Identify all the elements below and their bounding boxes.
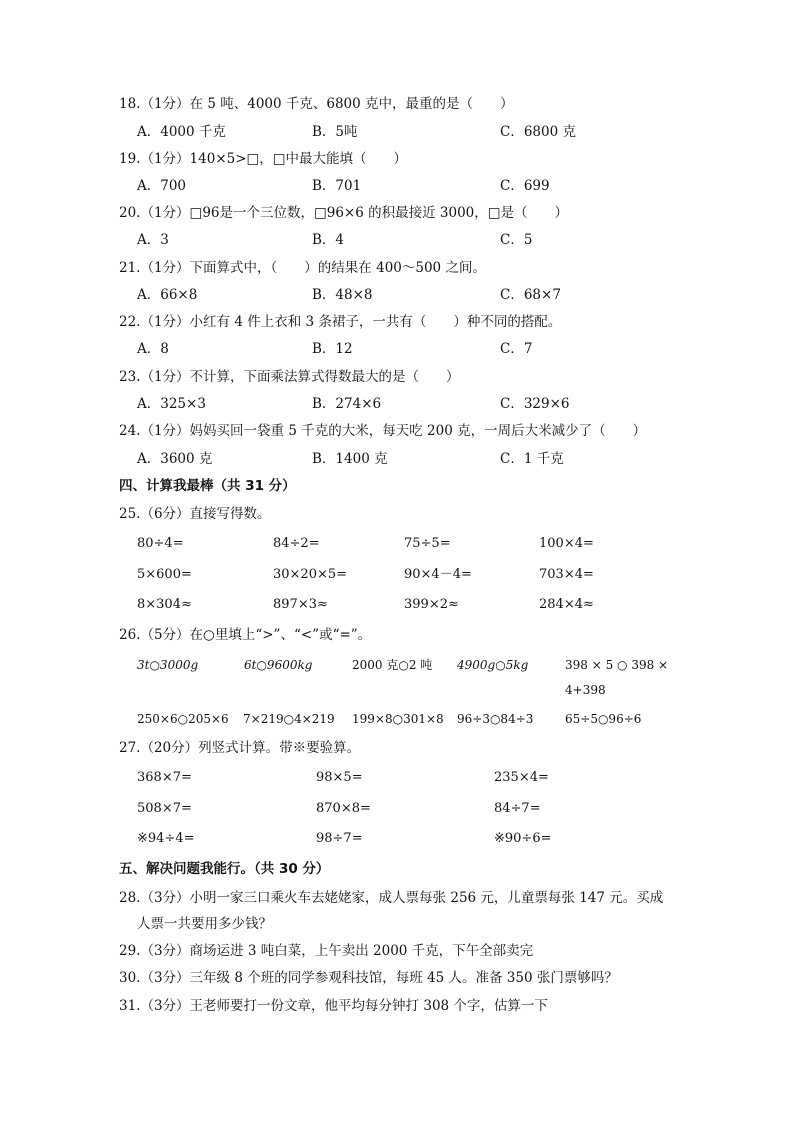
question-21: 21.（1分）下面算式中，（ ）的结果在 400～500 之间。 (119, 260, 486, 276)
option-c: C．1 千克 (500, 451, 564, 467)
compare-item: 6t○9600kg (244, 658, 313, 672)
option-a: A．3600 克 (137, 451, 213, 467)
compare-item: 398 × 5 ○ 398 × (565, 658, 669, 672)
option-c: C．6800 克 (500, 124, 576, 140)
compare-item: 3t○3000g (137, 658, 199, 672)
vertical-calc-item: 98÷7= (316, 831, 363, 846)
compare-item: 250×6○205×6 (137, 712, 229, 726)
vertical-calc-item: ※90÷6= (494, 831, 552, 846)
option-b: B．12 (312, 341, 353, 357)
question-22: 22.（1分）小红有 4 件上衣和 3 条裙子，一共有（ ）种不同的搭配。 (119, 314, 562, 330)
vertical-calc-item: 870×8= (316, 801, 371, 816)
calc-item: 30×20×5= (273, 567, 348, 582)
calc-item: 80÷4= (137, 536, 184, 551)
vertical-calc-item: 98×5= (316, 770, 363, 785)
calc-item: 703×4= (539, 567, 594, 582)
compare-item: 199×8○301×8 (352, 712, 444, 726)
option-a: A．8 (137, 341, 169, 357)
question-29: 29.（3分）商场运进 3 吨白菜，上午卖出 2000 千克，下午全部卖完 (119, 943, 534, 959)
option-b: B．701 (312, 178, 362, 194)
option-b: B．274×6 (312, 396, 382, 412)
section-heading-5: 五、解决问题我能行。（共 30 分） (119, 861, 330, 877)
option-a: A．325×3 (137, 396, 206, 412)
option-a: A．66×8 (137, 287, 198, 303)
question-26: 26.（5分）在○里填上“>”、“<”或“=”。 (119, 627, 372, 643)
calc-item: 75÷5= (404, 536, 451, 551)
question-19: 19.（1分）140×5>□，□中最大能填（ ） (119, 151, 408, 167)
compare-item: 7×219○4×219 (243, 712, 335, 726)
compare-item: 4900g○5kg (457, 658, 529, 672)
question-25: 25.（6分）直接写得数。 (119, 506, 271, 522)
question-24: 24.（1分）妈妈买回一袋重 5 千克的大米，每天吃 200 克，一周后大米减少了（ ） (119, 423, 647, 439)
option-b: B．1400 克 (312, 451, 388, 467)
option-b: B．5吨 (312, 124, 358, 140)
option-c: C．7 (500, 341, 533, 357)
option-b: B．48×8 (312, 287, 373, 303)
vertical-calc-item: 508×7= (137, 801, 192, 816)
vertical-calc-item: 84÷7= (494, 801, 541, 816)
option-c: C．5 (500, 232, 533, 248)
question-28: 28.（3分）小明一家三口乘火车去姥姥家，成人票每张 256 元，儿童票每张 147 元。买成 (119, 890, 664, 906)
option-b: B．4 (312, 232, 345, 248)
option-c: C．699 (500, 178, 550, 194)
question-27: 27.（20分）列竖式计算。带※要验算。 (119, 740, 361, 756)
option-c: C．329×6 (500, 396, 570, 412)
calc-item: 8×304≈ (137, 597, 192, 612)
question-18: 18.（1分）在 5 吨、4000 千克、6800 克中，最重的是（ ） (119, 96, 514, 112)
option-a: A．4000 千克 (137, 124, 226, 140)
option-a: A．700 (137, 178, 187, 194)
question-30: 30.（3分）三年级 8 个班的同学参观科技馆，每班 45 人。准备 350 张门票够吗？ (119, 970, 618, 986)
option-c: C．68×7 (500, 287, 561, 303)
vertical-calc-item: 235×4= (494, 770, 549, 785)
compare-item: 65÷5○96÷6 (565, 712, 642, 726)
calc-item: 84÷2= (273, 536, 320, 551)
calc-item: 100×4= (539, 536, 594, 551)
option-a: A．3 (137, 232, 169, 248)
question-20: 20.（1分）□96是一个三位数，□96×6 的积最接近 3000，□是（ ） (119, 205, 569, 221)
question-28-continued: 人票一共要用多少钱？ (137, 916, 272, 932)
vertical-calc-item: 368×7= (137, 770, 192, 785)
calc-item: 5×600= (137, 567, 192, 582)
question-31: 31.（3分）王老师要打一份文章，他平均每分钟打 308 个字，估算一下 (119, 998, 548, 1014)
compare-item-continued: 4+398 (565, 683, 606, 697)
vertical-calc-item: ※94÷4= (137, 831, 195, 846)
calc-item: 897×3≈ (273, 597, 328, 612)
calc-item: 399×2≈ (404, 597, 459, 612)
question-23: 23.（1分）不计算，下面乘法算式得数最大的是（ ） (119, 369, 460, 385)
section-heading-4: 四、计算我最棒（共 31 分） (119, 478, 296, 494)
calc-item: 284×4≈ (539, 597, 594, 612)
compare-item: 2000 克○2 吨 (352, 658, 433, 672)
compare-item: 96÷3○84÷3 (457, 712, 534, 726)
calc-item: 90×4－4= (404, 567, 472, 582)
